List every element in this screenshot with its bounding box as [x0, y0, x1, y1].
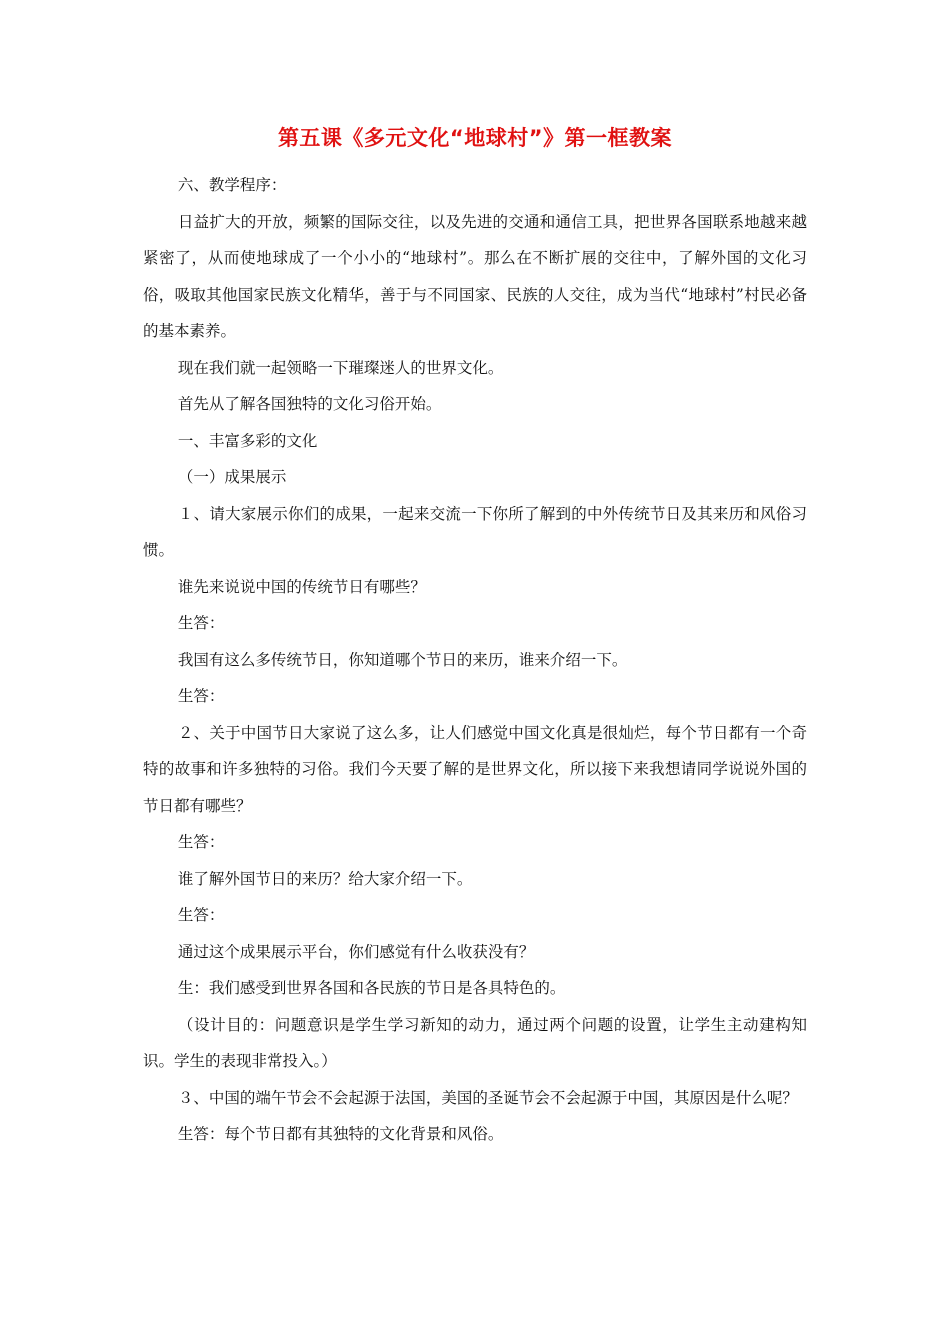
student-answer: 生答：: [177, 614, 225, 632]
paragraph: 现在我们就一起领略一下璀璨迷人的世界文化。: [177, 358, 504, 377]
subsection-heading-results: （一）成果展示: [177, 468, 287, 486]
paragraph: 谁了解外国节日的来历？给大家介绍一下。: [177, 869, 473, 888]
student-answer: 生答：: [177, 687, 225, 705]
student-answer: 生：我们感受到世界各国和各民族的节日是各具特色的。: [177, 979, 566, 997]
intro-paragraph: 日益扩大的开放，频繁的国际交往，以及先进的交通和通信工具，把世界各国联系地越来越紧密了，从而使地球成了一个小小的“地球村”。那么在不断扩展的交往中，了解外国的文化习俗，吸取其他国家民族文化精华，善于与不同国家、民族的人交往，成为当代“地球村”村民必备的基本素养。: [143, 212, 807, 340]
student-answer: 生答：: [177, 833, 225, 851]
document-title: 第五课《多元文化“地球村”》第一框教案: [277, 126, 673, 150]
student-answer: 生答：每个节日都有其独特的文化背景和风俗。: [177, 1125, 504, 1143]
section-heading-teaching-procedure: 六、教学程序：: [177, 176, 287, 194]
paragraph: 谁先来说说中国的传统节日有哪些？: [177, 577, 426, 596]
student-answer: 生答：: [177, 906, 225, 924]
paragraph: 我国有这么多传统节日，你知道哪个节日的来历，谁来介绍一下。: [177, 650, 628, 669]
question-3: ３、中国的端午节会不会起源于法国，美国的圣诞节会不会起源于中国，其原因是什么呢？: [177, 1088, 798, 1107]
section-heading-rich-culture: 一、丰富多彩的文化: [177, 431, 318, 450]
document-body: [143, 167, 807, 1153]
design-purpose-note: （设计目的：问题意识是学生学习新知的动力，通过两个问题的设置，让学生主动建构知识。学生的表现非常投入。）: [143, 1015, 807, 1070]
question-1: １、请大家展示你们的成果，一起来交流一下你所了解到的中外传统节日及其来历和风俗习惯。: [143, 504, 807, 559]
question-2: ２、关于中国节日大家说了这么多，让人们感觉中国文化真是很灿烂，每个节日都有一个奇特的故事和许多独特的习俗。我们今天要了解的是世界文化，所以接下来我想请同学说说外国的节日都有哪些？: [143, 723, 807, 815]
paragraph: 通过这个成果展示平台，你们感觉有什么收获没有？: [177, 942, 535, 961]
paragraph: 首先从了解各国独特的文化习俗开始。: [177, 395, 442, 413]
